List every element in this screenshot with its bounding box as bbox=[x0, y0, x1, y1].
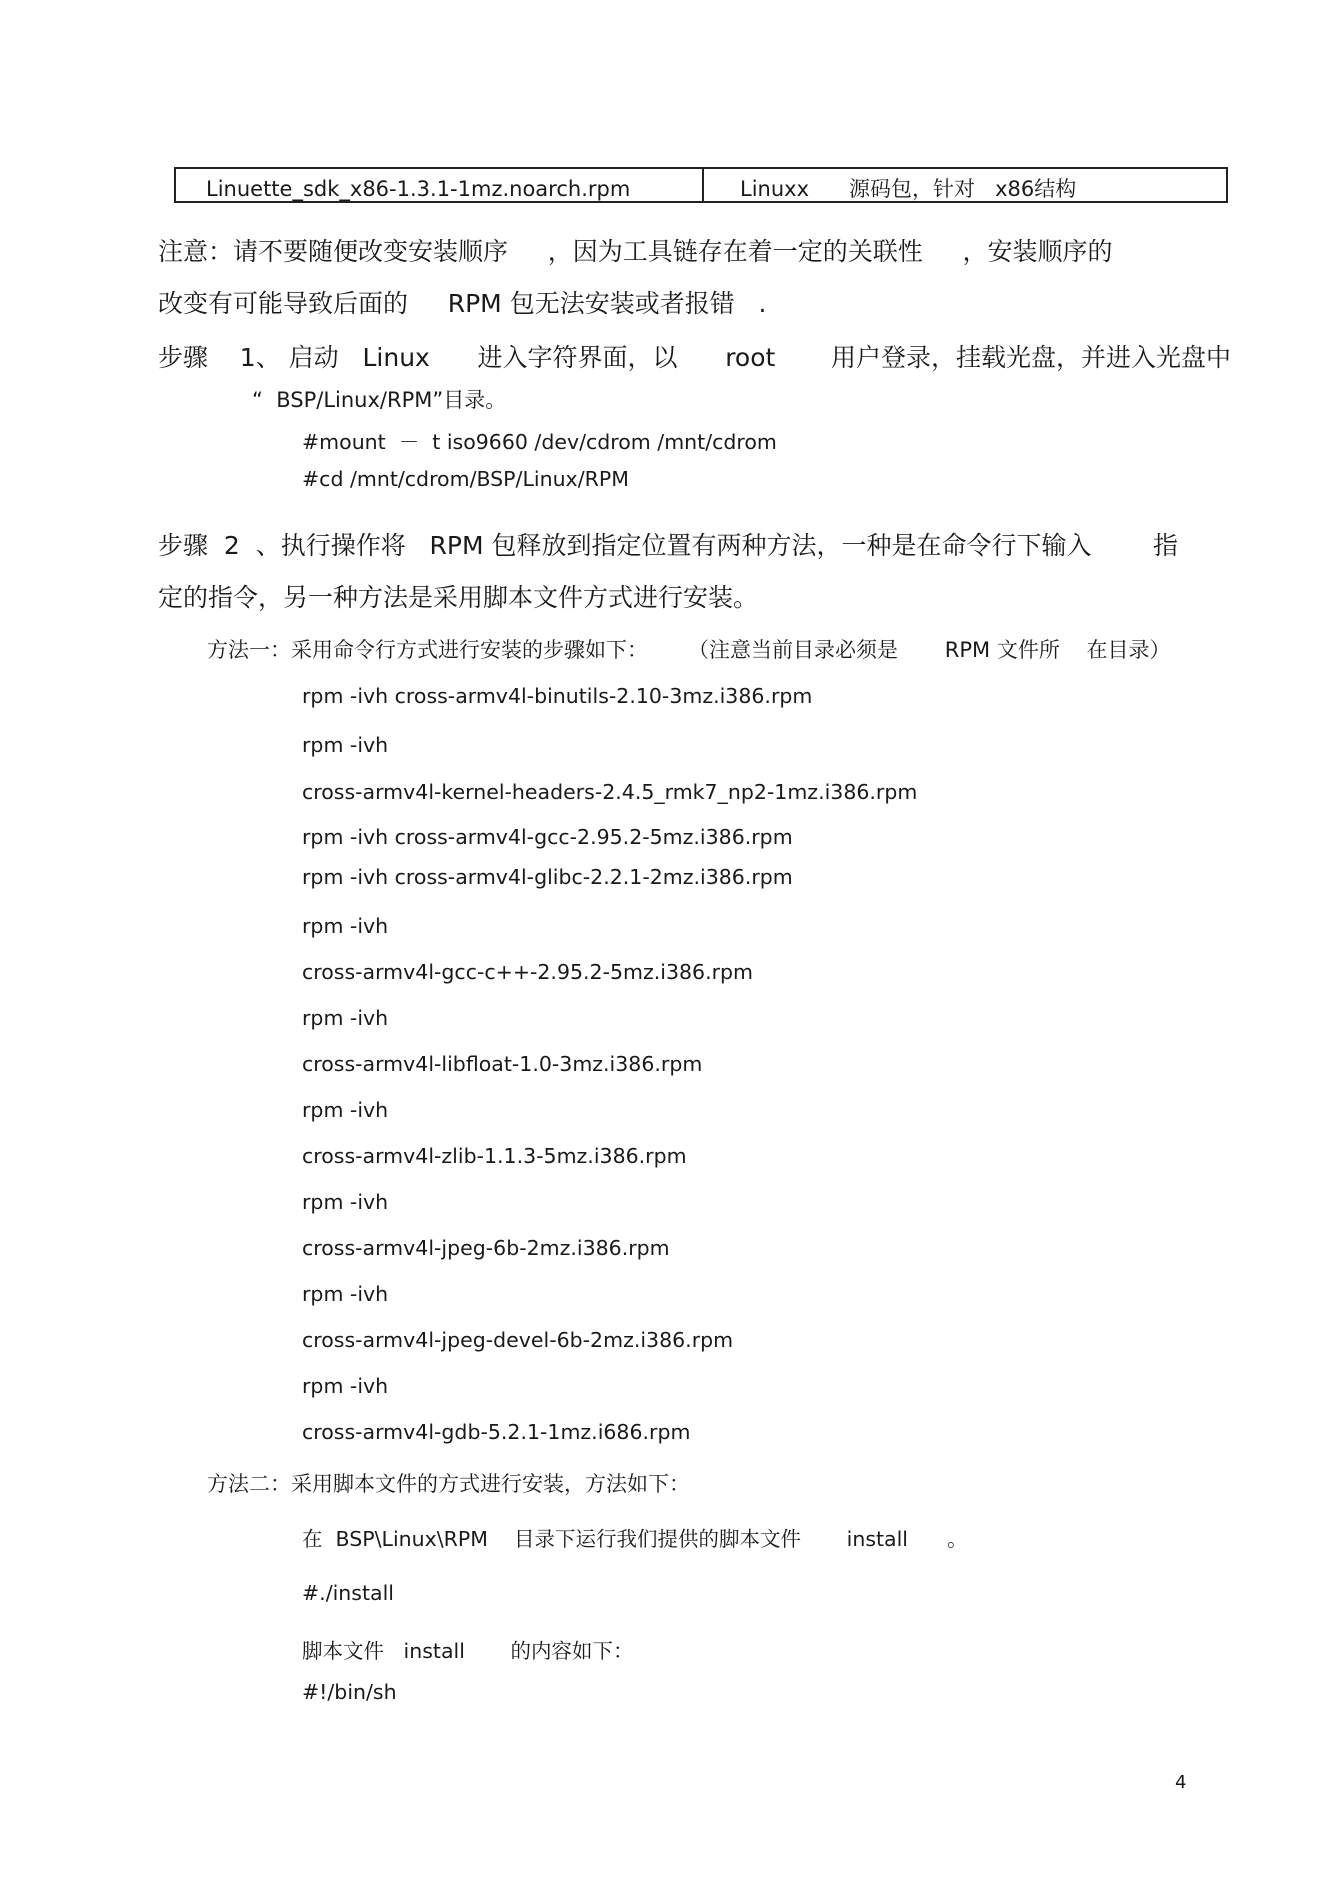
step1-line-2: “ BSP/Linux/RPM”目录。 bbox=[252, 388, 507, 412]
rpm-command-line: rpm -ivh cross-armv4l-binutils-2.10-3mz.i386.rpm bbox=[302, 684, 813, 708]
method1-heading: 方法一：采用命令行方式进行安装的步骤如下： （注意当前目录必须是 RPM 文件所 在目录） bbox=[207, 638, 1171, 662]
rpm-command-line: cross-armv4l-libfloat-1.0-3mz.i386.rpm bbox=[302, 1052, 703, 1076]
rpm-command-line: rpm -ivh cross-armv4l-glibc-2.2.1-2mz.i386.rpm bbox=[302, 865, 793, 889]
method2-line-3: 脚本文件 install 的内容如下： bbox=[302, 1639, 634, 1663]
rpm-command-line: rpm -ivh bbox=[302, 1006, 389, 1030]
rpm-command-line: cross-armv4l-gcc-c++-2.95.2-5mz.i386.rpm bbox=[302, 960, 754, 984]
step1-line-1: 步骤 1、 启动 Linux 进入字符界面，以 root 用户登录，挂载光盘，并进入光盘中 bbox=[158, 343, 1231, 372]
method2-line-1: 在 BSP\Linux\RPM 目录下运行我们提供的脚本文件 install 。 bbox=[302, 1527, 968, 1551]
package-filename-cell: Linuette_sdk_x86-1.3.1-1mz.noarch.rpm bbox=[176, 169, 704, 201]
method2-heading: 方法二：采用脚本文件的方式进行安装，方法如下： bbox=[207, 1472, 690, 1496]
rpm-command-line: rpm -ivh bbox=[302, 1374, 389, 1398]
cd-command: #cd /mnt/cdrom/BSP/Linux/RPM bbox=[302, 467, 629, 491]
page-number: 4 bbox=[1175, 1772, 1187, 1793]
rpm-command-line: cross-armv4l-gdb-5.2.1-1mz.i686.rpm bbox=[302, 1420, 691, 1444]
rpm-command-line: cross-armv4l-jpeg-devel-6b-2mz.i386.rpm bbox=[302, 1328, 734, 1352]
rpm-command-line: rpm -ivh bbox=[302, 1282, 389, 1306]
rpm-command-line: rpm -ivh bbox=[302, 914, 389, 938]
install-command: #./install bbox=[302, 1581, 394, 1605]
rpm-command-line: cross-armv4l-kernel-headers-2.4.5_rmk7_np2-1mz.i386.rpm bbox=[302, 780, 918, 804]
note-line-2: 改变有可能导致后面的 RPM 包无法安装或者报错 . bbox=[158, 289, 767, 318]
rpm-command-line: rpm -ivh bbox=[302, 1190, 389, 1214]
shebang-line: #!/bin/sh bbox=[302, 1680, 397, 1704]
step2-line-2: 定的指令，另一种方法是采用脚本文件方式进行安装。 bbox=[158, 583, 759, 612]
rpm-command-line: rpm -ivh bbox=[302, 733, 389, 757]
rpm-command-line: cross-armv4l-zlib-1.1.3-5mz.i386.rpm bbox=[302, 1144, 687, 1168]
step2-line-1: 步骤 2 、执行操作将 RPM 包释放到指定位置有两种方法，一种是在命令行下输入 bbox=[158, 531, 1092, 560]
package-table-row bbox=[174, 167, 1228, 203]
rpm-command-line: cross-armv4l-jpeg-6b-2mz.i386.rpm bbox=[302, 1236, 670, 1260]
package-description-cell: Linuxx 源码包，针对 x86结构 bbox=[740, 177, 1077, 201]
step2-line-1-tail: 指 bbox=[1153, 531, 1179, 560]
mount-command: #mount － t iso9660 /dev/cdrom /mnt/cdrom bbox=[302, 430, 777, 454]
note-line-1: 注意：请不要随便改变安装顺序 ，因为工具链存在着一定的关联性 ，安装顺序的 bbox=[158, 237, 1113, 266]
rpm-command-line: rpm -ivh cross-armv4l-gcc-2.95.2-5mz.i386.rpm bbox=[302, 825, 793, 849]
rpm-command-line: rpm -ivh bbox=[302, 1098, 389, 1122]
